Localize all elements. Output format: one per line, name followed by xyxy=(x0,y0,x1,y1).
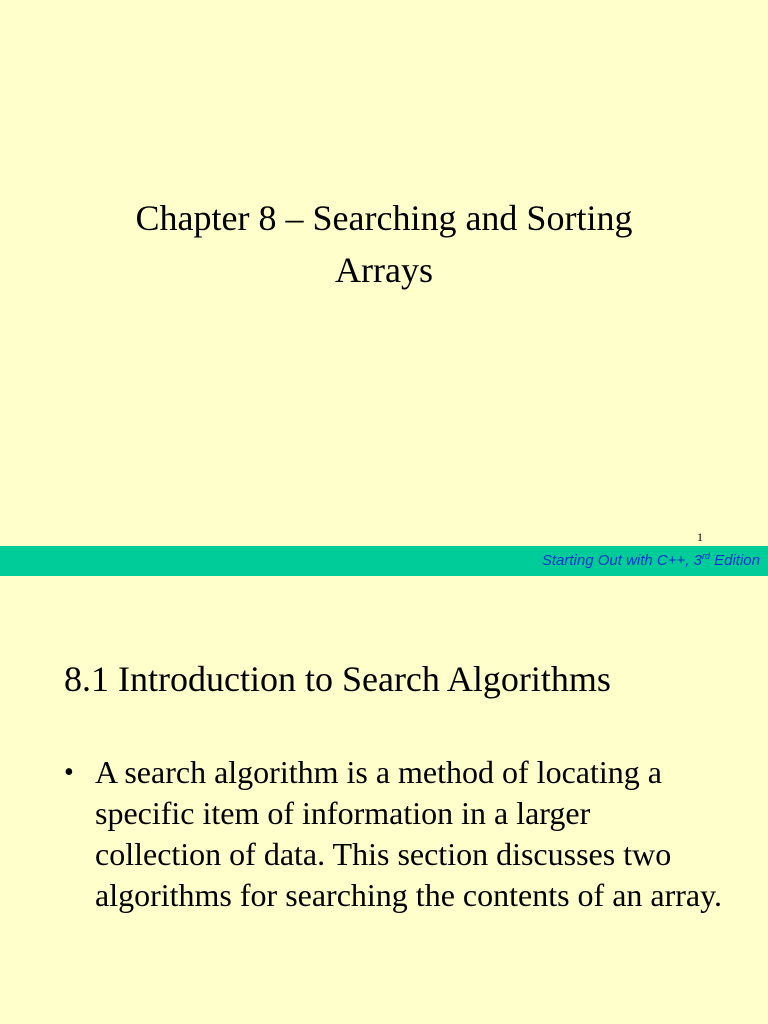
footer-text xyxy=(542,552,760,570)
footer-text-superscript: rd xyxy=(701,551,710,561)
footer-text-prefix: Starting Out with C++, 3 xyxy=(541,552,702,569)
bullet-dot-icon: • xyxy=(64,757,74,788)
slide-2 xyxy=(0,576,768,1024)
footer-band xyxy=(0,546,768,576)
page-number: 1 xyxy=(697,530,703,544)
slide-title-line-1: Chapter 8 – Searching and Sorting xyxy=(135,198,633,238)
bullet-item xyxy=(64,752,724,916)
bullet-text: A search algorithm is a method of locating a specific item of information in a larger collection of data. This section discusses two algorithms for searching the contents of an array. xyxy=(95,754,723,913)
slide-title xyxy=(60,192,708,296)
footer-text-suffix: Edition xyxy=(709,552,760,569)
slide-title-line-2: Arrays xyxy=(335,250,433,290)
bullet-list xyxy=(64,752,724,916)
section-title: 8.1 Introduction to Search Algorithms xyxy=(64,659,611,699)
